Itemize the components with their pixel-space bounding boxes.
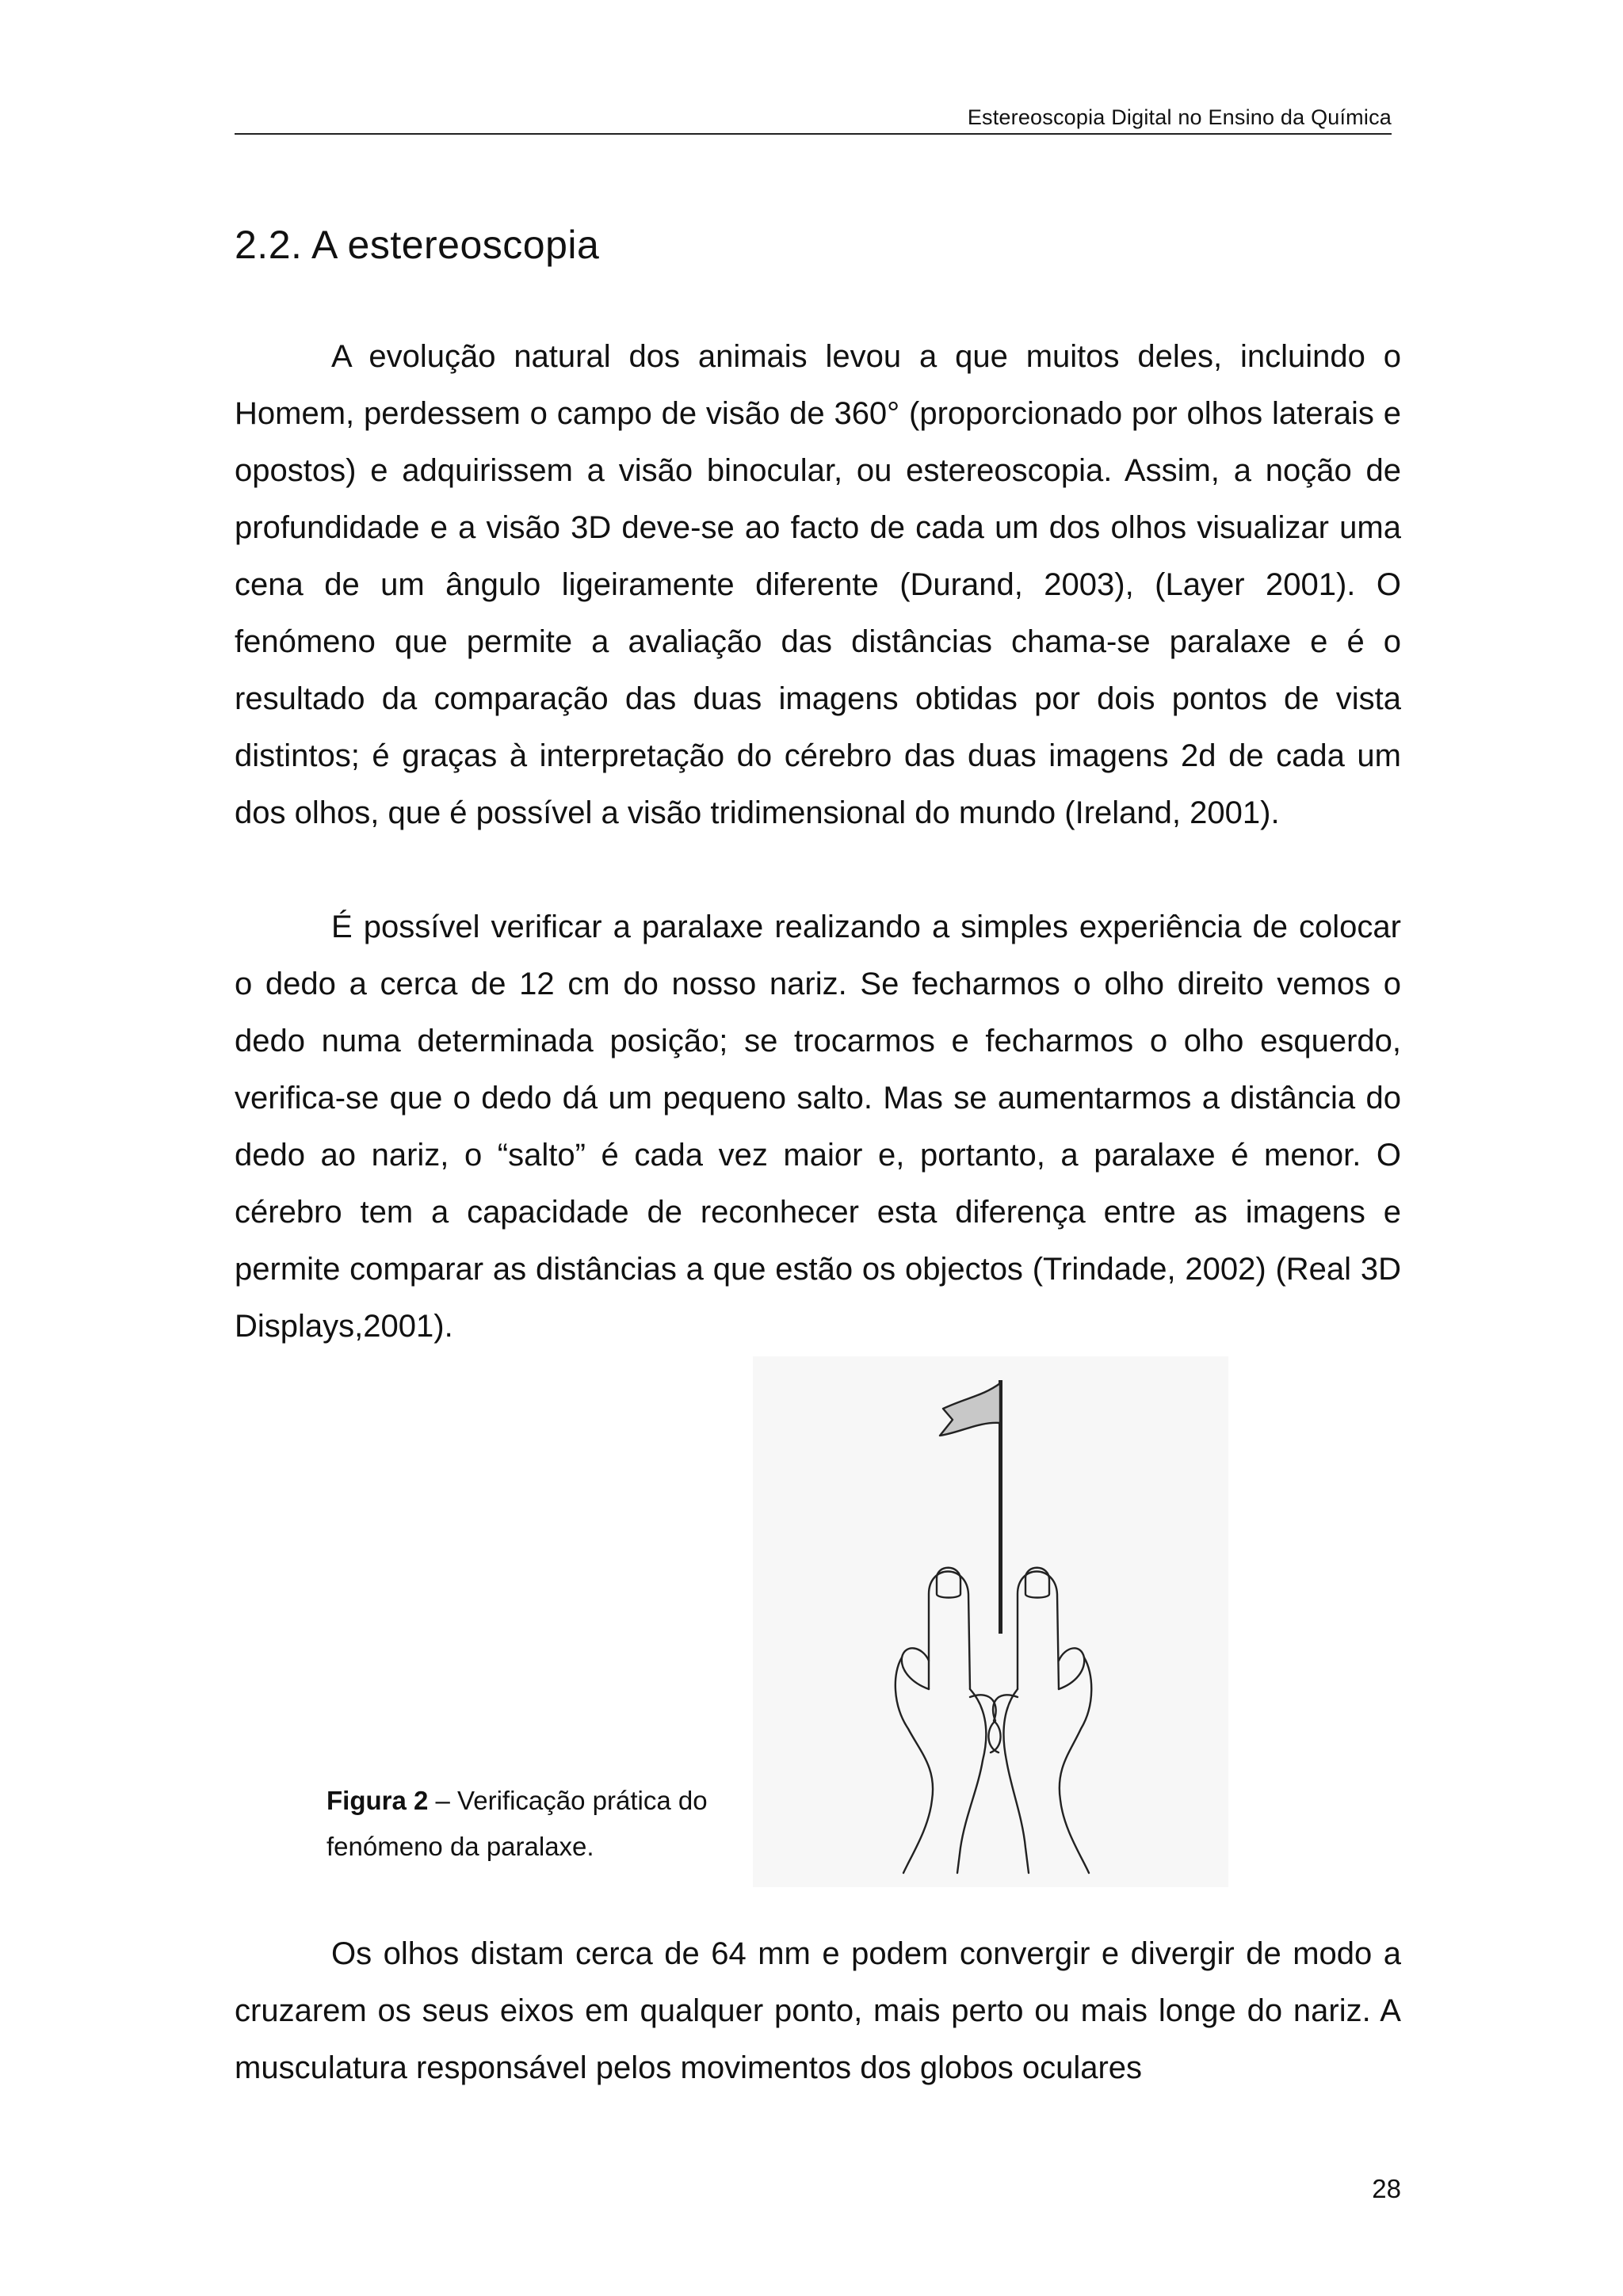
page-number: 28 [1372,2174,1401,2203]
hands-with-flag-illustration [753,1356,1228,1887]
figure-caption [327,1778,770,1870]
paragraph-3: Os olhos distam cerca de 64 mm e podem convergir e divergir de modo a cruzarem os seus eixos em qualquer ponto, mais perto ou mais longe do nariz. A musculatura responsável pelos movimentos dos globos oculares [235,1936,1401,2085]
right-wrist [1003,1689,1029,1873]
left-wrist [957,1689,986,1873]
section-title: 2.2. A estereoscopia [235,223,600,267]
header-rule [235,133,1392,135]
running-title: Estereoscopia Digital no Ensino da Química [967,105,1392,129]
flag [940,1383,1000,1436]
figure-caption-text: – Verificação prática do fenómeno da paralaxe. [327,1786,708,1861]
right-fingers [988,1695,1018,1753]
right-thumb [1018,1572,1059,1690]
paragraph-2: É possível verificar a paralaxe realizando a simples experiência de colocar o dedo a cerca de 12 cm do nosso nariz. Se fecharmos o olho direito vemos o dedo numa determinada posição; se trocarmos e fecharmos o olho esquerdo, verifica-se que o dedo dá um pequeno salto. Mas se aumentarmos a distância do dedo ao nariz, o “salto” é cada vez maior e, portanto, a paralaxe é menor. O cérebro tem a capacidade de reconhecer esta diferença entre as imagens e permite comparar as distâncias a que estão os objectos (Trindade, 2002) (Real 3D Displays,2001). [235,910,1401,1344]
left-knuckle [902,1648,929,1689]
right-hand-outline [1060,1657,1091,1873]
right-knuckle [1059,1648,1084,1689]
running-header [235,101,1392,136]
left-hand-outline [896,1657,933,1873]
figure-caption-label: Figura 2 [327,1786,429,1815]
left-thumb [929,1572,970,1690]
figure-illustration [753,1356,1228,1887]
paragraph-1: A evolução natural dos animais levou a que muitos deles, incluindo o Homem, perdessem o campo de visão de 360° (proporcionado por olhos laterais e opostos) e adquirissem a visão binocular, ou estereoscopia. Assim, a noção de profundidade e a visão 3D deve-se ao facto de cada um dos olhos visualizar uma cena de um ângulo ligeiramente diferente (Durand, 2003), (Layer 2001). O fenómeno que permite a avaliação das distâncias chama-se paralaxe e é o resultado da comparação das duas imagens obtidas por dois pontos de vista distintos; é graças à interpretação do cérebro das duas imagens 2d de cada um dos olhos, que é possível a visão tridimensional do mundo (Ireland, 2001). [235,339,1401,830]
